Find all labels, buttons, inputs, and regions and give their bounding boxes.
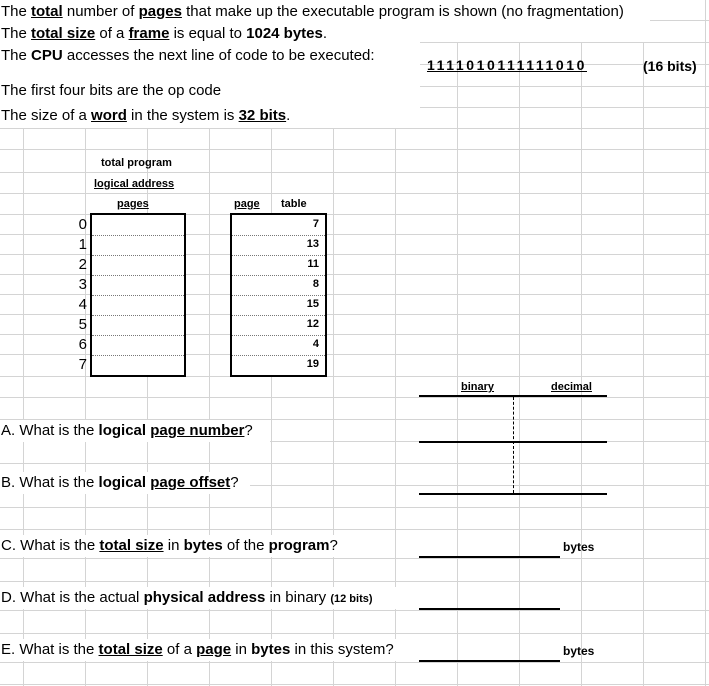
- instruction-bits: 1111010111111010: [427, 57, 587, 73]
- answer-c-unit: bytes: [563, 540, 595, 554]
- answer-e-unit: bytes: [563, 644, 595, 658]
- page-table-row: [232, 295, 325, 316]
- question-c: C. What is the total size in bytes of the program?: [1, 537, 338, 554]
- page-table-row: [232, 315, 325, 336]
- program-page-row: [92, 235, 184, 256]
- instruction-bits-suffix: (16 bits): [643, 58, 697, 74]
- program-table-title-1: total program: [101, 157, 172, 169]
- problem-statement-line-1: The total number of pages that make up the executable program is shown (no fragmentation): [1, 3, 624, 20]
- frame-number: 13: [306, 238, 319, 250]
- page-index: 2: [78, 256, 87, 273]
- page-table-row: [232, 255, 325, 276]
- page-table-row: [232, 235, 325, 256]
- frame-number: 7: [312, 218, 319, 230]
- page-index: 5: [78, 316, 87, 333]
- program-page-row: [92, 275, 184, 296]
- question-b: B. What is the logical page offset?: [1, 474, 239, 491]
- page-index: 3: [78, 276, 87, 293]
- page-index: 6: [78, 336, 87, 353]
- answer-c-line[interactable]: [419, 556, 560, 558]
- program-table-title-2: logical address: [94, 178, 175, 190]
- problem-statement-line-3: The CPU accesses the next line of code to be executed:: [1, 47, 375, 64]
- frame-number: 19: [306, 358, 319, 370]
- answer-b-line[interactable]: [419, 493, 607, 495]
- page-table-row: [232, 355, 325, 375]
- frame-number: 12: [306, 318, 319, 330]
- frame-number: 4: [312, 338, 319, 350]
- answer-a-line[interactable]: [419, 441, 607, 443]
- problem-statement-line-2: The total size of a frame is equal to 1024 bytes.: [1, 25, 328, 42]
- question-e: E. What is the total size of a page in bytes in this system?: [1, 641, 394, 658]
- page-table-header-page: page: [234, 198, 260, 210]
- frame-number: 15: [306, 298, 319, 310]
- page-table-header-table: table: [281, 198, 307, 210]
- answer-d-line[interactable]: [419, 608, 560, 610]
- program-page-row: [92, 215, 184, 236]
- page-table-row: [232, 335, 325, 356]
- answer-e-line[interactable]: [419, 660, 560, 662]
- program-page-row: [92, 255, 184, 276]
- page-table-row: [232, 215, 325, 236]
- frame-number: 8: [312, 278, 319, 290]
- page-table-row: [232, 275, 325, 296]
- program-table-title-3: pages: [117, 198, 149, 210]
- page-index: 7: [78, 356, 87, 373]
- binary-header: binary: [461, 381, 495, 393]
- program-page-row: [92, 315, 184, 336]
- binary-decimal-divider: [513, 397, 514, 493]
- question-d: D. What is the actual physical address in binary (12 bits): [1, 589, 373, 606]
- page-index: 4: [78, 296, 87, 313]
- program-page-row: [92, 335, 184, 356]
- page-index: 0: [78, 216, 87, 233]
- program-pages-box: [90, 213, 186, 377]
- page-table-box: [230, 213, 327, 377]
- problem-statement-line-5: The size of a word in the system is 32 bits.: [1, 107, 291, 124]
- program-page-row: [92, 355, 184, 375]
- question-a: A. What is the logical page number?: [1, 422, 253, 439]
- program-page-row: [92, 295, 184, 316]
- frame-number: 11: [307, 258, 319, 270]
- page-index: 1: [78, 236, 87, 253]
- problem-statement-line-4: The first four bits are the op code: [1, 82, 222, 99]
- decimal-header: decimal: [551, 381, 592, 393]
